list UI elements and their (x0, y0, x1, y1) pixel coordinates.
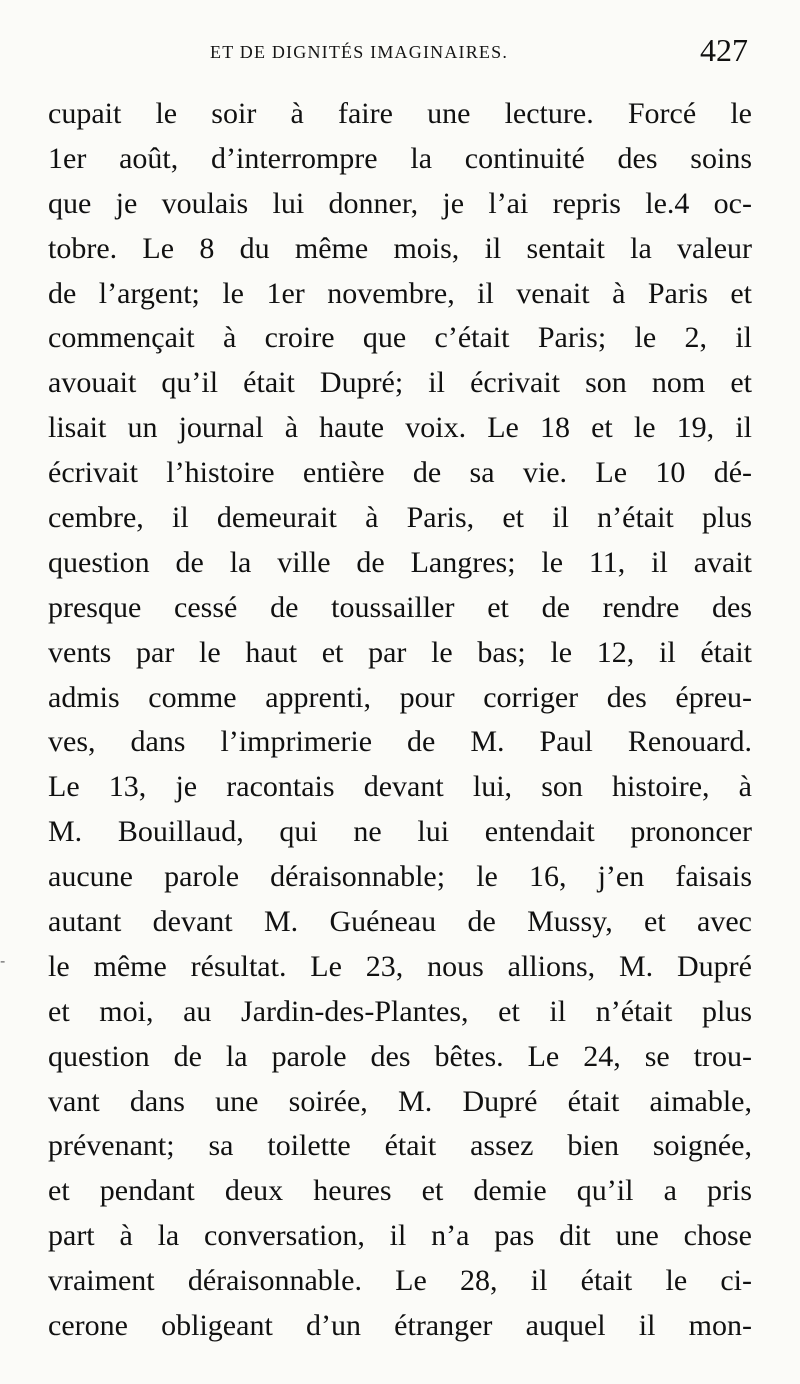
text-line: question de la ville de Langres; le 11, il avait (48, 545, 752, 579)
page-header (0, 30, 800, 78)
text-line: de l’argent; le 1er novembre, il venait à Paris et (48, 276, 752, 310)
text-line: tobre. Le 8 du même mois, il sentait la valeur (48, 231, 752, 265)
text-line: autant devant M. Guéneau de Mussy, et avec (48, 905, 752, 939)
text-line: le même résultat. Le 23, nous allions, M. Dupré (48, 949, 752, 983)
text-line: part à la conversation, il n’a pas dit une chose (48, 1219, 752, 1253)
text-line: commençait à croire que c’était Paris; le 2, il (48, 321, 752, 355)
text-line: aucune parole déraisonnable; le 16, j’en faisais (48, 860, 752, 894)
text-line: écrivait l’histoire entière de sa vie. Le 10 dé- (48, 456, 752, 490)
text-line: cupait le soir à faire une lecture. Forcé le (48, 97, 752, 130)
text-line: cerone obligeant d’un étranger auquel il mon- (48, 1309, 752, 1343)
body-text (48, 92, 752, 1349)
text-line: lisait un journal à haute voix. Le 18 et le 19, il (48, 411, 752, 445)
text-line: et moi, au Jardin-des-Plantes, et il n’était plus (48, 994, 752, 1028)
text-line: M. Bouillaud, qui ne lui entendait prononcer (48, 815, 752, 849)
running-title: ET DE DIGNITÉS IMAGINAIRES. (210, 42, 509, 62)
page-number: 427 (700, 32, 748, 68)
text-line: vraiment déraisonnable. Le 28, il était le ci- (48, 1264, 752, 1298)
text-line: avouait qu’il était Dupré; il écrivait son nom et (48, 366, 752, 400)
text-line: question de la parole des bêtes. Le 24, se trou- (48, 1039, 752, 1073)
text-line: prévenant; sa toilette était assez bien soignée, (48, 1129, 752, 1163)
text-line: Le 13, je racontais devant lui, son histoire, à (48, 770, 752, 804)
text-line: que je voulais lui donner, je l’ai repris le.4 oc- (48, 186, 752, 220)
text-line: et pendant deux heures et demie qu’il a pris (48, 1174, 752, 1208)
text-line: vents par le haut et par le bas; le 12, il était (48, 635, 752, 669)
text-line: cembre, il demeurait à Paris, et il n’était plus (48, 501, 752, 535)
text-line: 1er août, d’interrompre la continuité des soins (48, 141, 752, 175)
text-line: presque cessé de toussailler et de rendre des (48, 590, 752, 624)
text-line: admis comme apprenti, pour corriger des épreu- (48, 680, 752, 714)
text-line: vant dans une soirée, M. Dupré était aimable, (48, 1084, 752, 1118)
text-line: ves, dans l’imprimerie de M. Paul Renouard. (48, 725, 752, 759)
margin-mark: - (0, 953, 6, 970)
